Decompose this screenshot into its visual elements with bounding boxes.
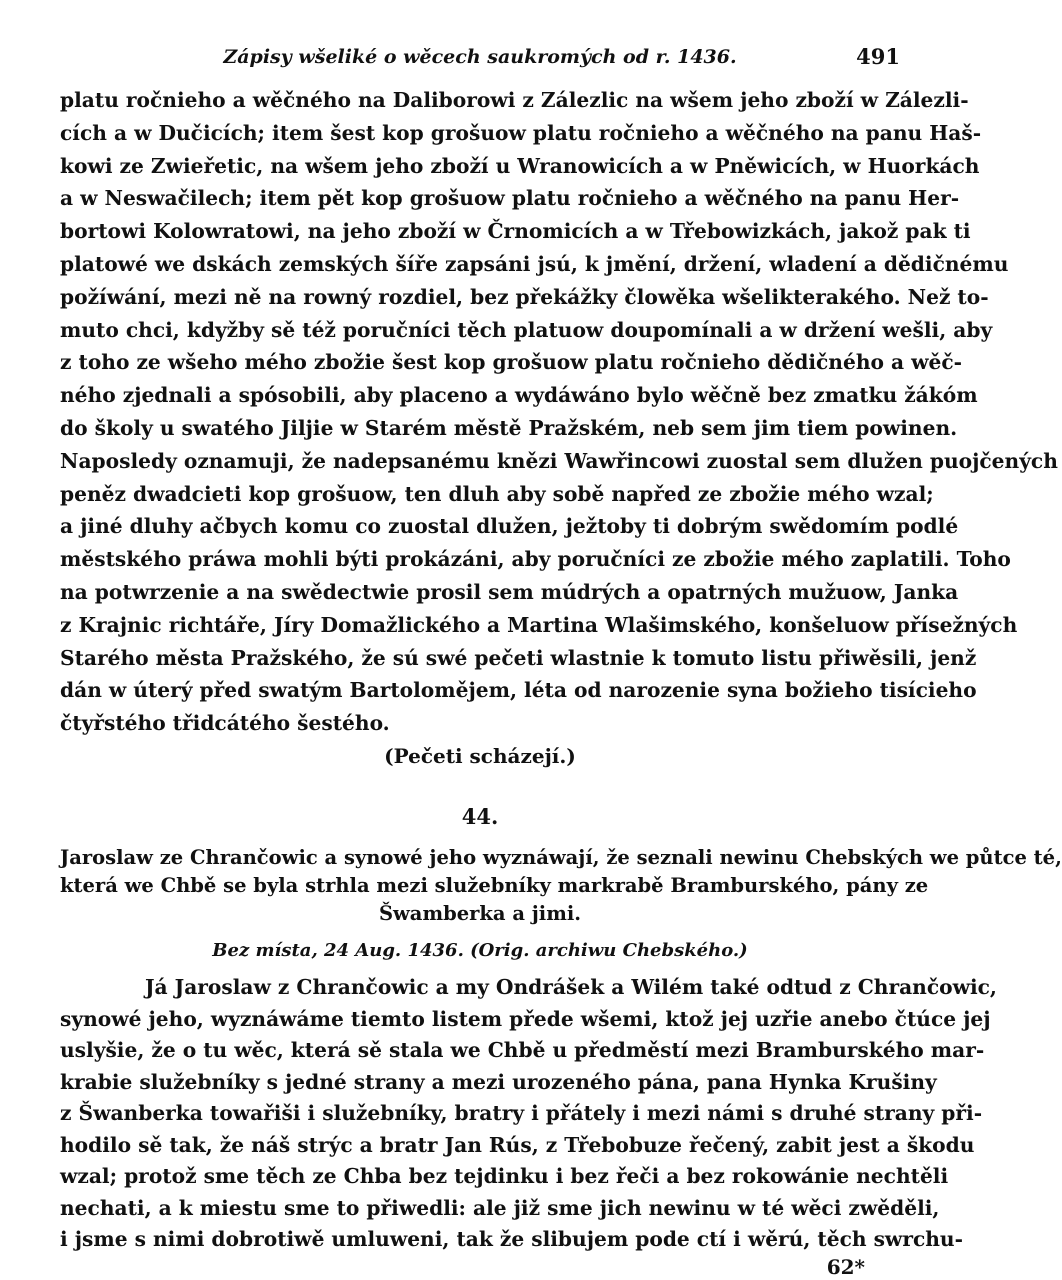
- body-line: cích a w Dučicích; item šest kop grošuow platu ročnieho a wěčného na panu Haš-: [60, 121, 982, 145]
- document-number: 44.: [461, 804, 499, 829]
- body-line: platowé we dskách zemských šíře zapsáni jsú, k jmění, držení, wladení a dědičnému: [60, 252, 1009, 276]
- page-number: 491: [856, 44, 900, 69]
- body-line: požíwání, mezi ně na rowný rozdiel, bez překážky člowěka wšelikterakého. Než to-: [60, 285, 989, 309]
- body-line: a jiné dluhy ačbych komu co zuostal dlužen, ježtoby ti dobrým swědomím podlé: [60, 514, 959, 538]
- body-line: ného zjednali a spósobili, aby placeno a wydáwáno bylo wěčně bez zmatku žákóm: [60, 383, 978, 407]
- body-line: Starého města Pražského, že sú swé pečeti wlastnie k tomuto listu přiwěsili, jenž: [60, 646, 977, 670]
- body-line: wzal; protož sme těch ze Chba bez tejdinku i bez řeči a bez rokowánie nechtěli: [60, 1164, 949, 1188]
- body-line: synowé jeho, wyznáwáme tiemto listem přede wšemi, ktož jej uzřie anebo čtúce jej: [60, 1006, 991, 1031]
- body-line: čtyřstého třidcátého šestého.: [60, 711, 390, 735]
- body-line: do školy u swatého Jiljie w Starém městě Pražském, neb sem jim tiem powinen.: [60, 416, 958, 440]
- body-line: na potwrzenie a na swědectwie prosil sem múdrých a opatrných mužuow, Janka: [60, 580, 959, 604]
- body-line: Já Jaroslaw z Chrančowic a my Ondrášek a Wilém také odtud z Chrančowic,: [145, 975, 997, 999]
- source-line: Bez místa, 24 Aug. 1436. (Orig. archiwu Chebského.): [212, 940, 748, 961]
- body-line: i jsme s nimi dobrotiwě umluweni, tak že slibujem pode ctí i wěrú, těch swrchu-: [60, 1227, 963, 1251]
- body-line: z toho ze wšeho mého zbožie šest kop grošuow platu ročnieho dědičného a wěč-: [60, 350, 963, 374]
- running-head: [60, 40, 900, 80]
- body-line: z Krajnic richtáře, Jíry Domažlického a Martina Wlašimského, konšeluow přísežných: [60, 613, 1018, 637]
- body-line: bortowi Kolowratowi, na jeho zboží w Črnomicích a w Třebowizkách, jakož pak ti: [60, 219, 971, 243]
- summary-line: Jaroslaw ze Chrančowic a synowé jeho wyznáwají, že seznali newinu Chebských we půtce té,: [60, 846, 1062, 869]
- summary-line: Šwamberka a jimi.: [378, 902, 582, 925]
- signature-mark: 62*: [826, 1254, 865, 1279]
- body-line: muto chci, kdyžby sě též poručníci těch platuow doupomínali a w držení wešli, aby: [60, 318, 993, 342]
- body-line: krabie služebníky s jedné strany a mezi urozeného pána, pana Hynka Krušiny: [60, 1069, 937, 1094]
- body-line: peněz dwadcieti kop grošuow, ten dluh aby sobě napřed ze zbožie mého wzal;: [60, 482, 934, 506]
- body-line: a w Neswačilech; item pět kop grošuow platu ročnieho a wěčného na panu Her-: [60, 186, 960, 210]
- body-line: uslyšie, že o tu wěc, která sě stala we Chbě u předměstí mezi Bramburského mar-: [60, 1038, 985, 1062]
- body-line: hodilo sě tak, že náš strýc a bratr Jan Rús, z Třebobuze řečený, zabit jest a škodu: [60, 1132, 975, 1157]
- body-line: z Šwanberka towařiši i služebníky, bratry i přátely i mezi námi s druhé strany při-: [60, 1101, 983, 1125]
- running-title: Zápisy wšeliké o wěcech saukromých od r. 1436.: [223, 46, 737, 68]
- body-line: Naposledy oznamuji, že nadepsanému knězi Wawřincowi zuostal sem dlužen puojčených: [60, 449, 1058, 473]
- seal-note: (Pečeti scházejí.): [384, 744, 576, 768]
- body-line: městského práwa mohli býti prokázáni, aby poručníci ze zbožie mého zaplatili. Toho: [60, 547, 1011, 571]
- summary-line: která we Chbě se byla strhla mezi služebníky markrabě Bramburského, pány ze: [60, 874, 929, 897]
- body-line: kowi ze Zwieřetic, na wšem jeho zboží u Wranowicích a w Pněwicích, w Huorkách: [60, 154, 980, 178]
- body-line: nechati, a k miestu sme to přiwedli: ale již sme jich newinu w té wěci zwěděli,: [60, 1195, 940, 1220]
- body-line: platu ročnieho a wěčného na Daliborowi z Zálezlic na wšem jeho zboží w Zálezli-: [60, 88, 969, 112]
- body-line: dán w úterý před swatým Bartolomějem, léta od narozenie syna božieho tisícieho: [60, 678, 977, 702]
